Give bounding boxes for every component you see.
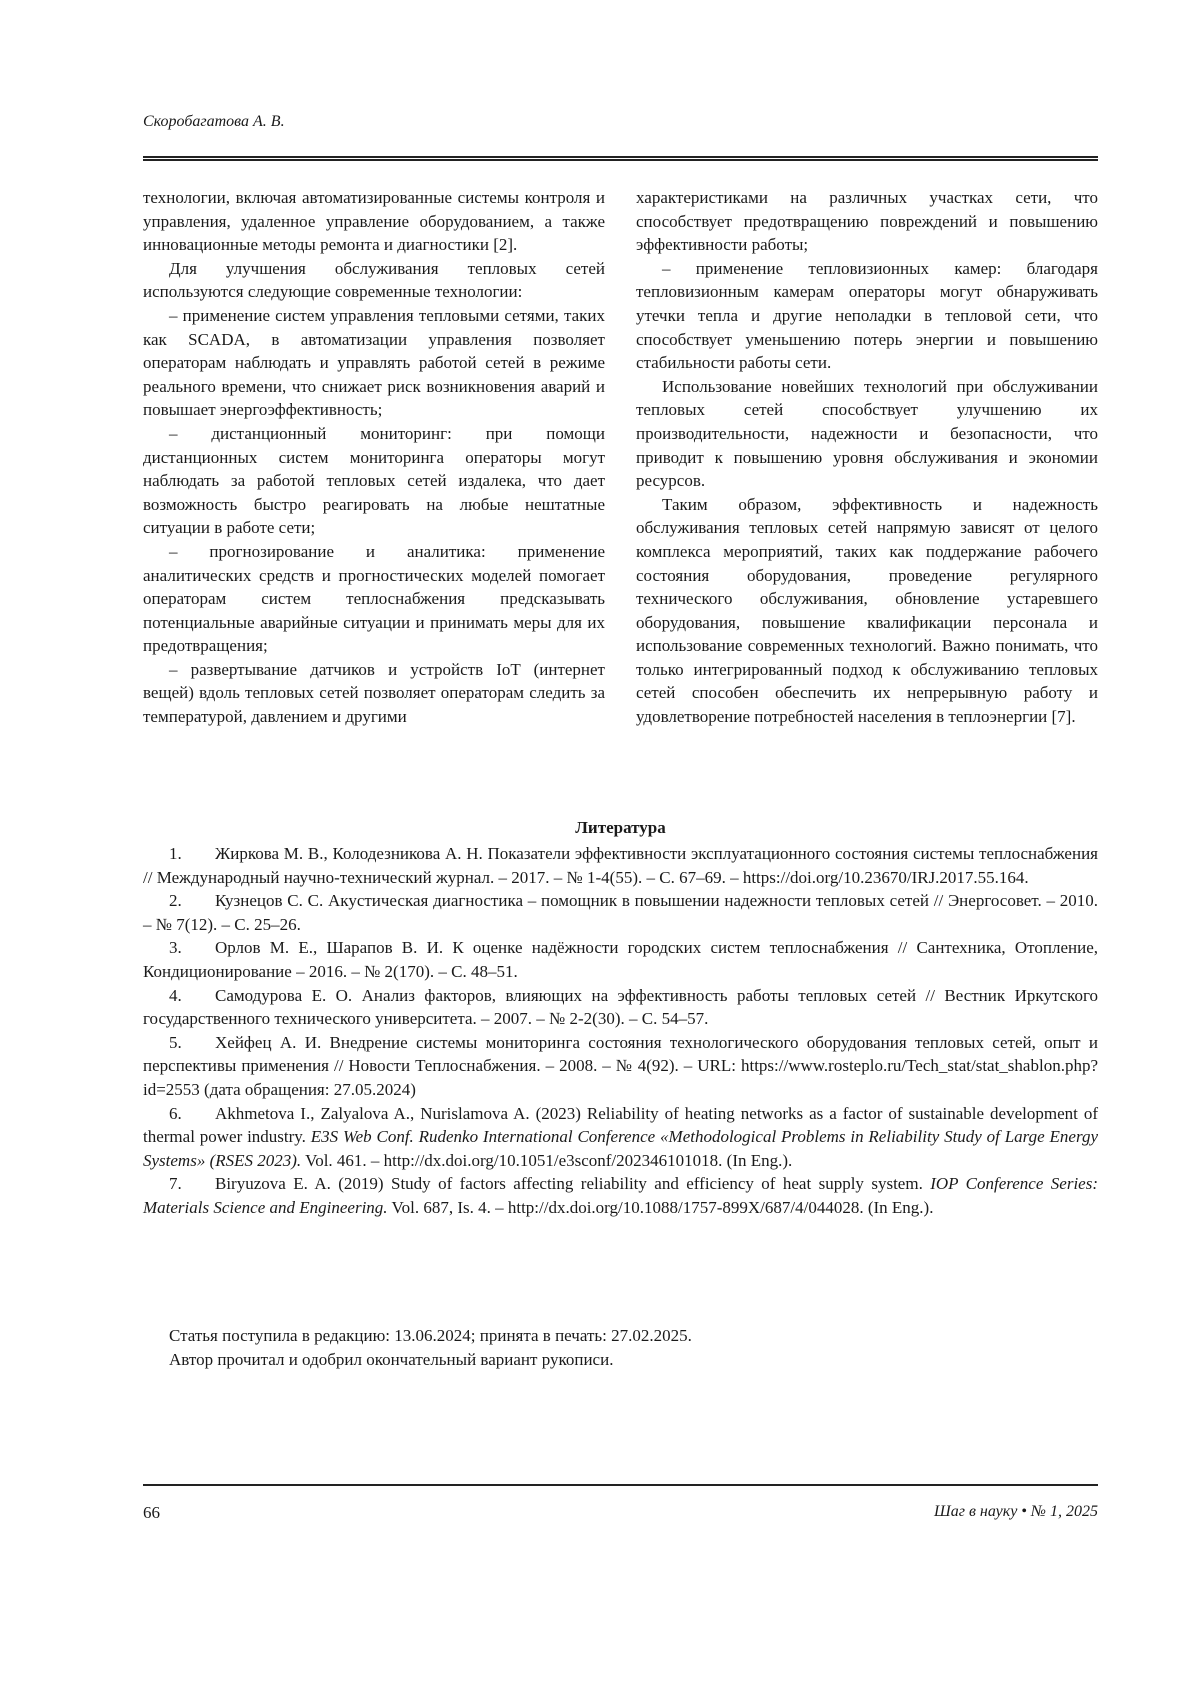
page-number: 66 [143, 1503, 160, 1522]
article-notes [143, 1324, 1098, 1372]
list-item: – применение тепловизионных камер: благодаря тепловизионным камерам операторы могут обнаруживать утечки тепла и другие неполадки в тепловой сети, что способствует уменьшению потерь энергии и повышению стабильности работы сети. [636, 258, 1098, 373]
received-note: Статья поступила в редакцию: 13.06.2024; принята в печать: 27.02.2025. [169, 1326, 692, 1345]
list-item: – применение систем управления тепловыми сетями, таких как SCADA, в автоматизации управления позволяет операторам наблюдать и управлять работой сетей в режиме реального времени, что снижает риск возникновения аварий и повышает энергоэффективность; [143, 305, 605, 420]
references-title: Литература [575, 818, 666, 837]
reference-item: 4. Самодурова Е. О. Анализ факторов, влияющих на эффективность работы тепловых сетей // Вестник Иркутского государственного технического университета. – 2007. – № 2-2(30). – С. 54–57. [143, 985, 1098, 1029]
paragraph: Таким образом, эффективность и надежность обслуживания тепловых сетей напрямую зависят от целого комплекса мероприятий, таких как поддержание рабочего состояния оборудования, проведение регулярного технического обслуживания, обновление устаревшего оборудования, повышение квалификации персонала и использование современных технологий. Важно понимать, что только интегрированный подход к обслуживанию тепловых сетей способен обеспечить их непрерывную работу и удовлетворение потребностей населения в теплоэнергии [7]. [636, 494, 1098, 727]
reference-item: 6. Akhmetova I., Zalyalova A., Nurislamova A. (2023) Reliability of heating networks as a factor of sustainable development of thermal power industry. E3S Web Conf. Rudenko International Conference «Methodological Problems in Reliability Study of Large Energy Systems» (RSES 2023). Vol. 461. – http://dx.doi.org/10.1051/e3sconf/202346101018. (In Eng.). [143, 1103, 1098, 1170]
paragraph: характеристиками на различных участках сети, что способствует предотвращению повреждений и повышению эффективности работы; [636, 188, 1098, 255]
running-header-author: Скоробагатова А. В. [143, 113, 285, 130]
reference-item: 1. Жиркова М. В., Колодезникова А. Н. Показатели эффективности эксплуатационного состояния системы теплоснабжения // Международный научно-технический журнал. – 2017. – № 1-4(55). – С. 67–69. – https://doi.org/10.23670/IRJ.2017.55.164. [143, 844, 1098, 887]
journal-title: Шаг в науку • № 1, 2025 [934, 1503, 1098, 1520]
references-list [143, 842, 1098, 1220]
footer-rule [143, 1484, 1098, 1486]
paragraph: технологии, включая автоматизированные системы контроля и управления, удаленное управление оборудованием, а также инновационные методы ремонта и диагностики [2]. [143, 188, 605, 255]
list-item: – развертывание датчиков и устройств IoT (интернет вещей) вдоль тепловых сетей позволяет операторам следить за температурой, давлением и другими [143, 659, 605, 727]
list-item: – дистанционный мониторинг: при помощи дистанционных систем мониторинга операторы могут наблюдать за работой тепловых сетей издалека, что дает возможность быстро реагировать на любые нештатные ситуации в работе сети; [143, 423, 605, 538]
reference-item: 2. Кузнецов С. С. Акустическая диагностика – помощник в повышении надежности тепловых сетей // Энергосовет. – 2010. – № 7(12). – С. 25–26. [143, 891, 1098, 934]
reference-item: 5. Хейфец А. И. Внедрение системы мониторинга состояния технологического оборудования тепловых сетей, опыт и перспективы применения // Новости Теплоснабжения. – 2008. – № 4(92). – URL: https://www.rosteplo.ru/Tech_stat/stat_shablon.php?id=2553 (дата обращения: 27.05.2024) [143, 1032, 1098, 1099]
reference-item: 3. Орлов М. Е., Шарапов В. И. К оценке надёжности городских систем теплоснабжения // Сантехника, Отопление, Кондиционирование – 2016. – № 2(170). – С. 48–51. [143, 938, 1098, 981]
list-item: – прогнозирование и аналитика: применение аналитических средств и прогностических моделей помогает операторам систем теплоснабжения предсказывать потенциальные аварийные ситуации и принимать меры для их предотвращения; [143, 541, 605, 656]
paragraph: Использование новейших технологий при обслуживании тепловых сетей способствует улучшению их производительности, надежности и безопасности, что приводит к повышению уровня обслуживания и экономии ресурсов. [636, 376, 1098, 491]
right-column [636, 186, 1098, 729]
approval-note: Автор прочитал и одобрил окончательный вариант рукописи. [169, 1350, 614, 1369]
reference-item: 7. Biryuzova E. A. (2019) Study of factors affecting reliability and efficiency of heat supply system. IOP Conference Series: Materials Science and Engineering. Vol. 687, Is. 4. – http://dx.doi.org/10.1088/1757-899X/687/4/044028. (In Eng.). [143, 1174, 1098, 1217]
paragraph: Для улучшения обслуживания тепловых сетей используются следующие современные технологии: [143, 258, 605, 302]
left-column [143, 186, 605, 729]
header-rule [143, 156, 1098, 161]
